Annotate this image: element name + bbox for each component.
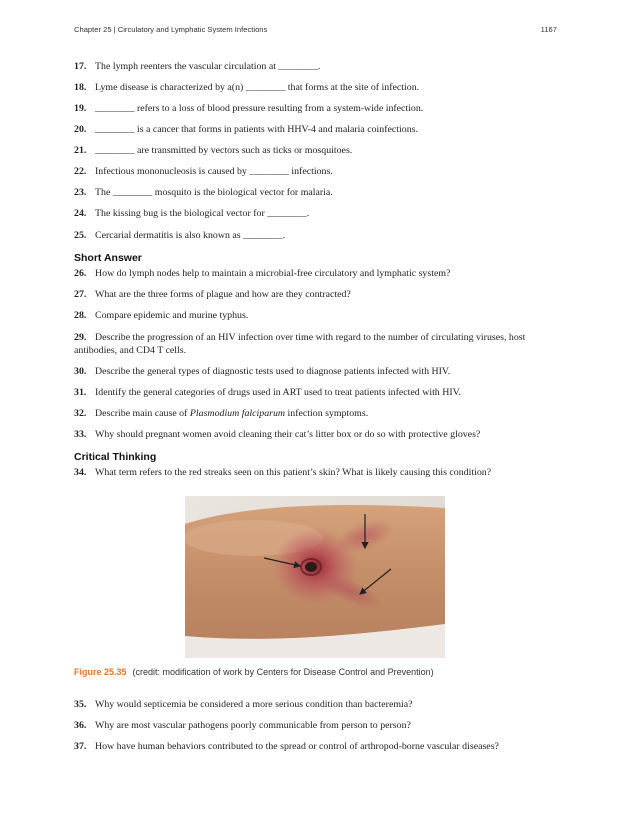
page-number: 1167	[540, 25, 557, 34]
question-19: 19. ________ refers to a loss of blood pressure resulting from a system-wide infection.	[74, 103, 424, 114]
figure-caption	[74, 667, 434, 677]
question-37: 37. How have human behaviors contributed to the spread or control of arthropod-borne vascular diseases?	[74, 741, 499, 752]
question-20: 20. ________ is a cancer that forms in patients with HHV-4 and malaria coinfections.	[74, 124, 418, 135]
question-30: 30. Describe the general types of diagnostic tests used to diagnose patients infected with HIV.	[74, 366, 451, 377]
question-32: 32. Describe main cause of Plasmodium falciparum infection symptoms.	[74, 408, 369, 419]
question-24: 24. The kissing bug is the biological vector for ________.	[74, 208, 310, 219]
question-23: 23. The ________ mosquito is the biological vector for malaria.	[74, 187, 333, 198]
running-header	[74, 25, 557, 34]
question-27: 27. What are the three forms of plague and how are they contracted?	[74, 289, 351, 300]
short-answer-heading: Short Answer	[74, 252, 142, 264]
question-25: 25. Cercarial dermatitis is also known as ________.	[74, 230, 286, 241]
puncture-wound	[305, 562, 317, 572]
question-34: 34. What term refers to the red streaks seen on this patient’s skin? What is likely causing this condition?	[74, 467, 492, 478]
question-28: 28. Compare epidemic and murine typhus.	[74, 310, 249, 321]
question-17: 17. The lymph reenters the vascular circulation at ________.	[74, 61, 321, 72]
figure-credit: (credit: modification of work by Centers for Disease Control and Prevention)	[132, 667, 434, 677]
question-31: 31. Identify the general categories of drugs used in ART used to treat patients infected with HIV.	[74, 387, 461, 398]
species-name: Plasmodium falciparum	[189, 408, 286, 419]
figure-label: Figure 25.35	[74, 667, 127, 677]
question-18: 18. Lyme disease is characterized by a(n) ________ that forms at the site of infection.	[74, 82, 420, 93]
question-26: 26. How do lymph nodes help to maintain a microbial-free circulatory and lymphatic system?	[74, 268, 451, 279]
chapter-title: Chapter 25 | Circulatory and Lymphatic System Infections	[74, 25, 268, 34]
question-33: 33. Why should pregnant women avoid cleaning their cat’s litter box or do so with protective gloves?	[74, 429, 481, 440]
question-36: 36. Why are most vascular pathogens poorly communicable from person to person?	[74, 720, 411, 731]
question-21: 21. ________ are transmitted by vectors such as ticks or mosquitoes.	[74, 145, 353, 156]
question-29: 29. Describe the progression of an HIV infection over time with regard to the number of circulating viruses, host antibodies, and CD4 T cells.	[74, 332, 526, 356]
critical-thinking-heading: Critical Thinking	[74, 451, 157, 463]
figure-photo-skin-lesion	[185, 496, 445, 658]
question-35: 35. Why would septicemia be considered a more serious condition than bacteremia?	[74, 699, 413, 710]
question-22: 22. Infectious mononucleosis is caused by ________ infections.	[74, 166, 333, 177]
